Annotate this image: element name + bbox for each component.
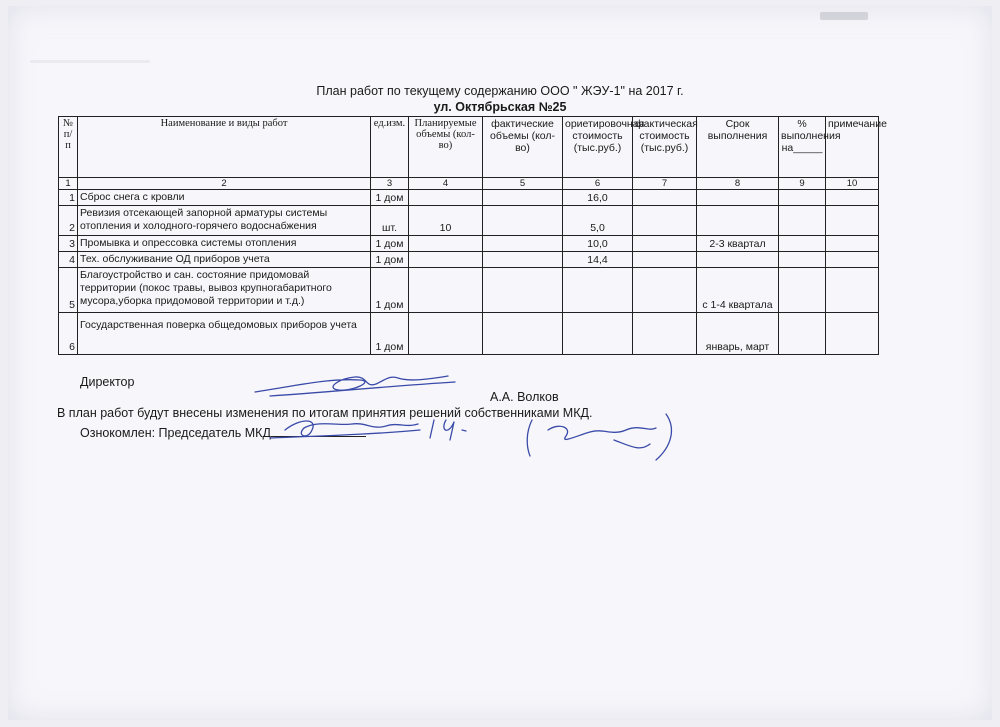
chairman-initials	[430, 420, 466, 440]
row-work-name: Тех. обслуживание ОД приборов учета	[78, 252, 371, 268]
row-deadline: январь, март	[697, 313, 779, 355]
row-work-name: Сброс снега с кровли	[78, 190, 371, 206]
column-index: 3	[371, 178, 409, 190]
column-index: 4	[409, 178, 483, 190]
row-num: 1	[59, 190, 78, 206]
header-note: примечание	[826, 117, 879, 178]
column-index: 7	[633, 178, 697, 190]
header-planned: Планируемые объемы (кол-во)	[409, 117, 483, 178]
column-index: 10	[826, 178, 879, 190]
chairman-signature	[285, 421, 418, 436]
row-num: 6	[59, 313, 78, 355]
row-num: 4	[59, 252, 78, 268]
row-est-cost: 5,0	[563, 206, 633, 236]
row-work-name: Ревизия отсекающей запорной арматуры системы отопления и холодного-горячего водоснабжения	[78, 206, 371, 236]
column-index: 9	[779, 178, 826, 190]
header-num: № п/п	[59, 117, 78, 178]
chairman-signature-stroke	[270, 430, 420, 438]
director-label: Директор	[80, 375, 135, 389]
row-num: 5	[59, 268, 78, 313]
chairman-flourish	[614, 440, 650, 448]
header-est-cost: ориетировочная стоимость (тыс.руб.)	[563, 117, 633, 178]
row-unit: шт.	[371, 206, 409, 236]
chairman-parenthesis-open	[527, 420, 532, 456]
acquainted-label: Ознокомлен: Председатель МКД	[80, 426, 271, 440]
row-work-name: Промывка и опрессовка системы отопления	[78, 236, 371, 252]
header-actual-cost: фактическая стоимость (тыс.руб.)	[633, 117, 697, 178]
row-unit: 1 дом	[371, 236, 409, 252]
row-deadline: с 1-4 квартала	[697, 268, 779, 313]
column-index: 5	[483, 178, 563, 190]
row-work-name: Благоустройство и сан. состояние придомовай территории (покос травы, вывоз крупногабаритного мусора,уборка придомовой территории и т.д.)	[78, 268, 371, 313]
chairman-signature-2	[548, 426, 656, 439]
row-planned: 10	[409, 206, 483, 236]
column-index: 6	[563, 178, 633, 190]
header-name: Наименование и виды работ	[78, 117, 371, 178]
row-num: 3	[59, 236, 78, 252]
document-title: План работ по текущему содержанию ООО " ЖЭУ-1" на 2017 г.	[316, 84, 684, 98]
row-deadline: 2-3 квартал	[697, 236, 779, 252]
row-unit: 1 дом	[371, 313, 409, 355]
document-subtitle: ул. Октябрьская №25	[433, 100, 567, 114]
header-percent: % выполнения на_____	[779, 117, 826, 178]
column-index: 1	[59, 178, 78, 190]
row-est-cost: 16,0	[563, 190, 633, 206]
row-work-name: Государственная поверка общедомовых приборов учета	[78, 313, 371, 355]
row-num: 2	[59, 206, 78, 236]
row-est-cost: 14,4	[563, 252, 633, 268]
row-unit: 1 дом	[371, 252, 409, 268]
row-unit: 1 дом	[371, 268, 409, 313]
header-deadline: Срок выполнения	[697, 117, 779, 178]
changes-note: В план работ будут внесены изменения по итогам принятия решений собственниками МКД.	[57, 406, 593, 420]
director-name: А.А. Волков	[490, 390, 559, 404]
chairman-parenthesis-close	[656, 414, 671, 460]
row-unit: 1 дом	[371, 190, 409, 206]
header-actual-volume: фактические объемы (кол-во)	[483, 117, 563, 178]
row-est-cost: 10,0	[563, 236, 633, 252]
column-index: 2	[78, 178, 371, 190]
header-unit: ед.изм.	[371, 117, 409, 178]
column-index: 8	[697, 178, 779, 190]
